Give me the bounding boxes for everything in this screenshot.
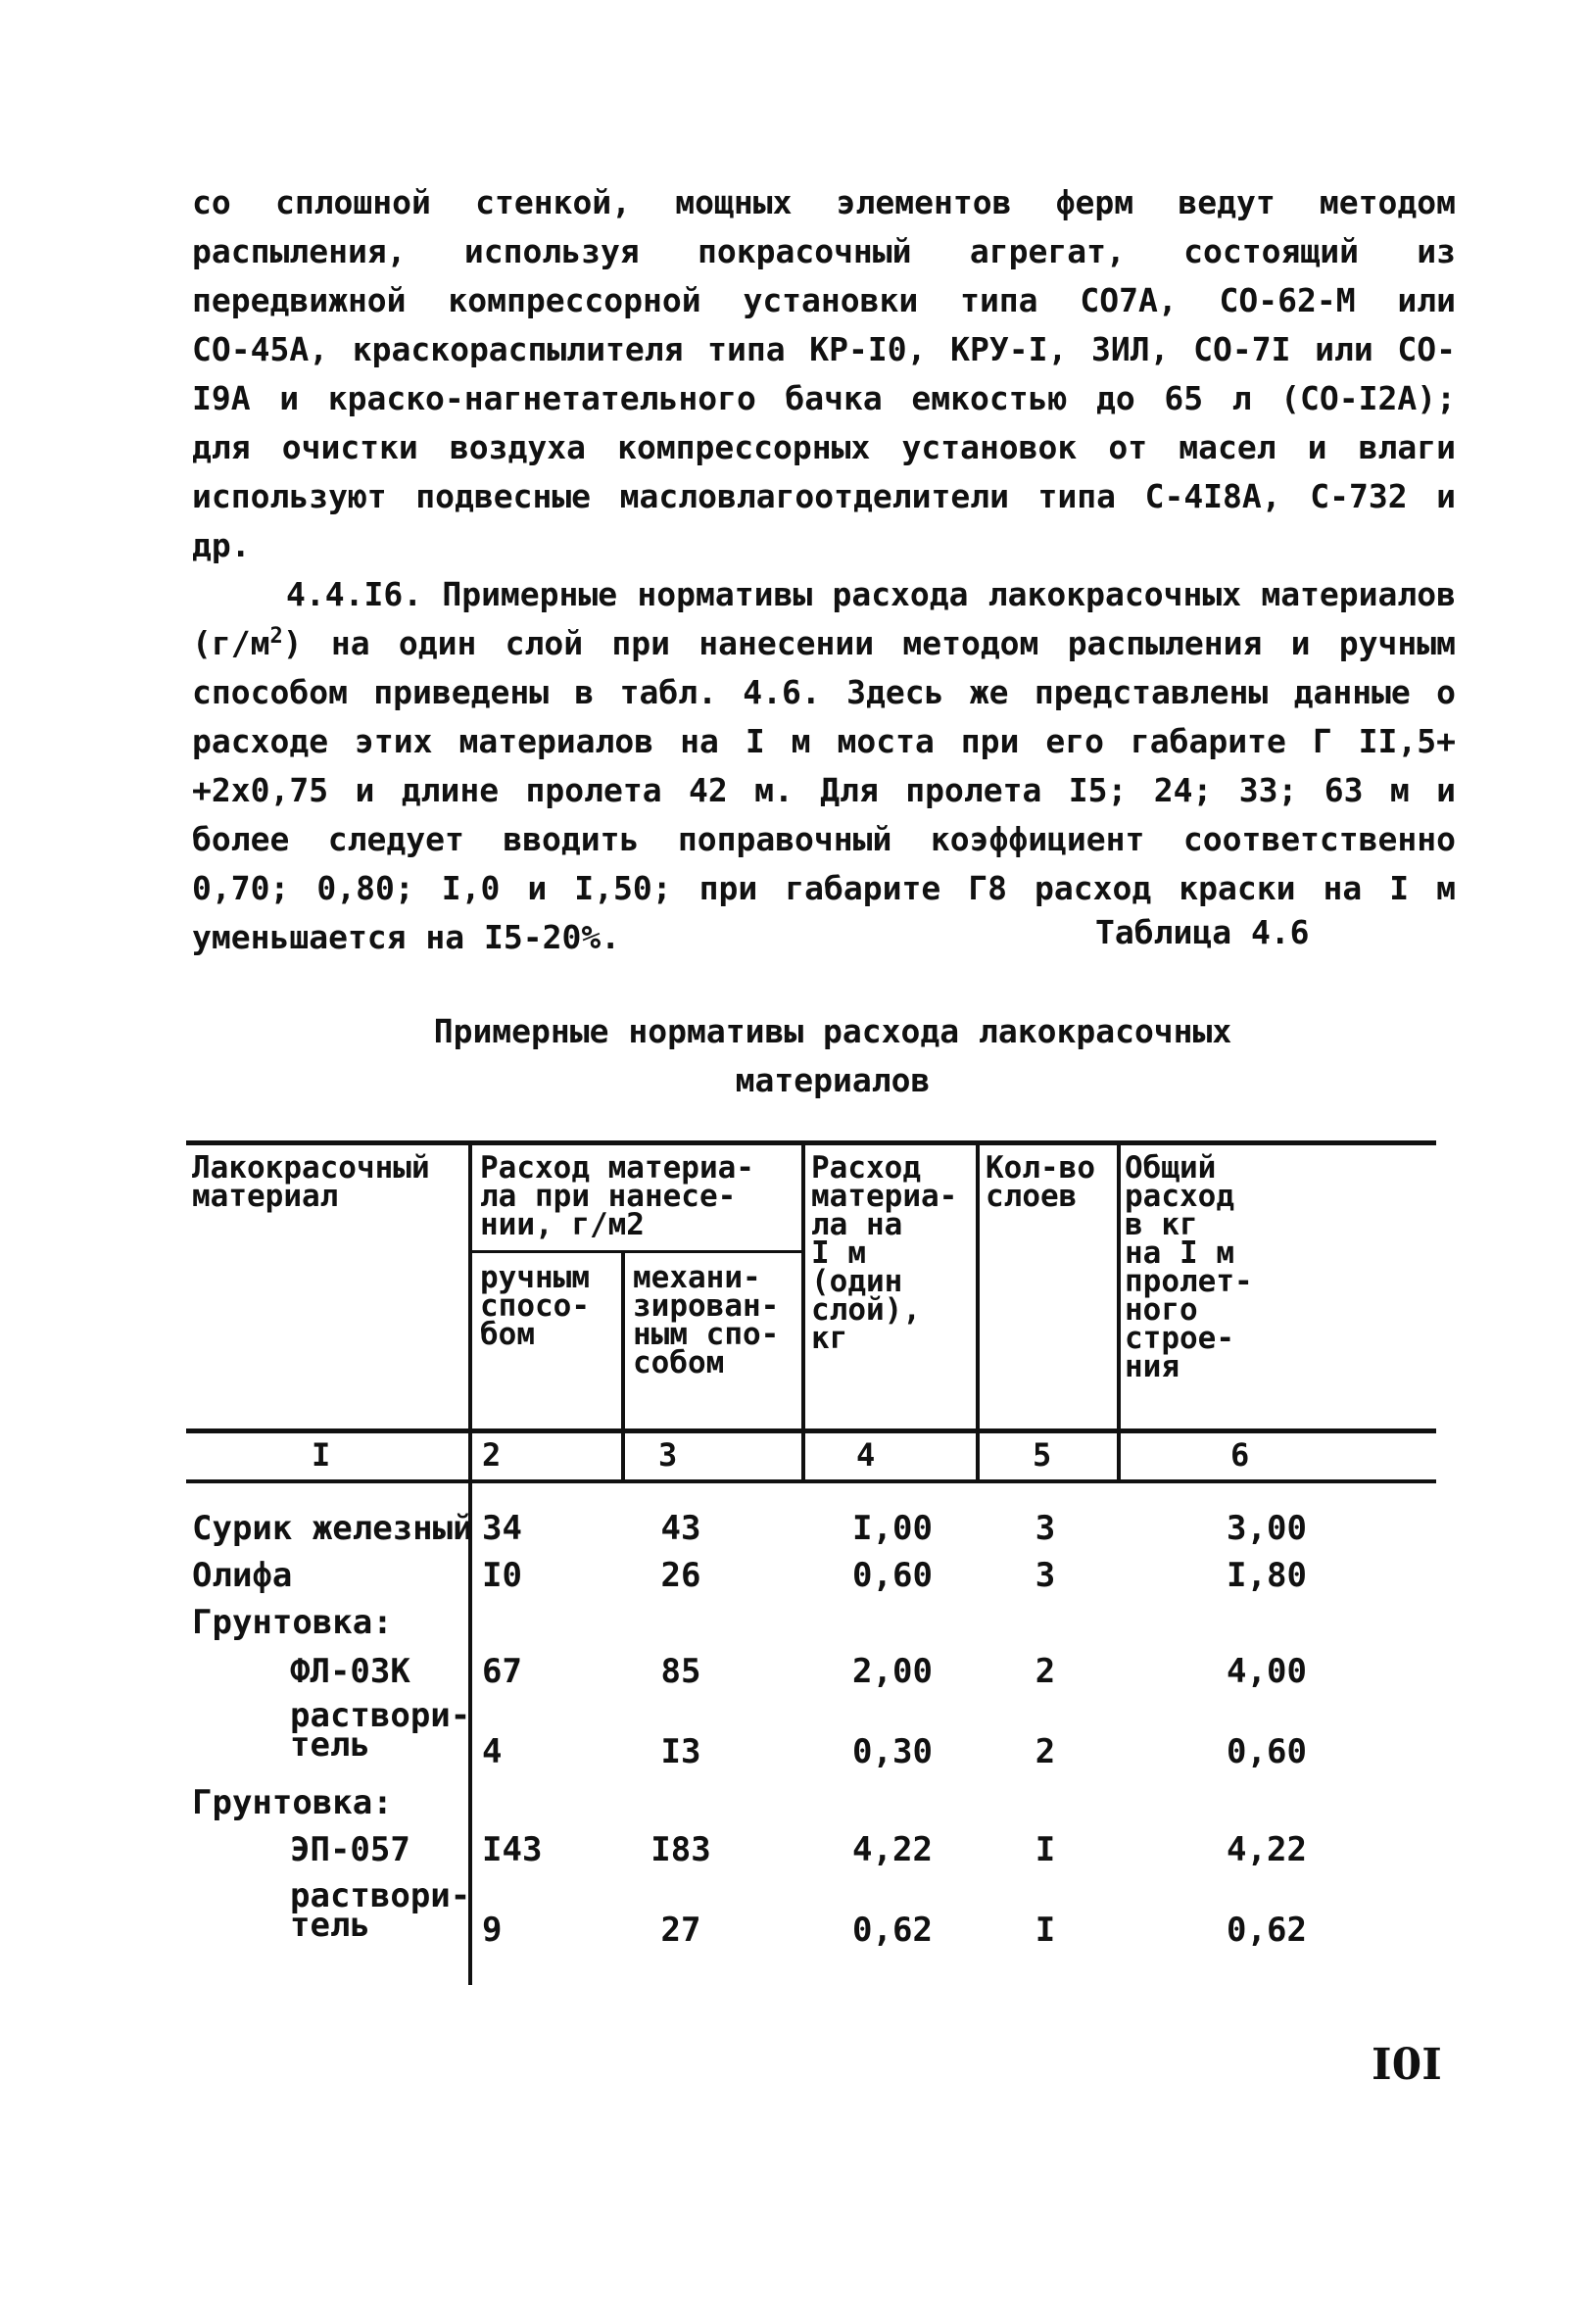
row-group-label: Грунтовка:	[192, 1603, 393, 1642]
vline-1	[468, 1140, 472, 1985]
row-total: 3,00	[1227, 1509, 1307, 1548]
row-layers: 3	[1035, 1556, 1056, 1595]
header-manual: ручным спосо- бом	[480, 1260, 590, 1352]
row-mechanized: I83	[650, 1830, 711, 1869]
row-manual: 67	[482, 1652, 522, 1691]
row-mechanized: 26	[660, 1556, 701, 1595]
row-layers: 2	[1035, 1652, 1056, 1691]
row-total: 0,60	[1227, 1732, 1307, 1771]
row-per-meter: I,00	[852, 1509, 933, 1548]
table-title: Примерные нормативы расхода лакокрасочных материалов	[433, 1012, 1232, 1099]
vline-3	[801, 1140, 805, 1481]
row-material: Олифа	[192, 1556, 293, 1595]
header-mechanized: механи- зирован- ным спо- собом	[633, 1260, 780, 1380]
column-number-6: 6	[1230, 1436, 1250, 1474]
row-mechanized: 27	[660, 1911, 701, 1950]
page-number: I0I	[1372, 2040, 1442, 2090]
vline-5	[1117, 1140, 1121, 1481]
row-manual: 9	[482, 1911, 503, 1950]
row-total: 4,00	[1227, 1652, 1307, 1691]
row-per-meter: 2,00	[852, 1652, 933, 1691]
paragraph-1-text: со сплошной стенкой, мощных элементов ферм ведут методом распыления, используя покрасочный агрегат, состоящий из передвижной компрессорной установки типа СО7А, СО-62-М или СО-45А, краскораспылителя типа КР-I0, КРУ-I, ЗИЛ, СО-7I или СО-I9А и краско-нагнетательного бачка емкостью до 65 л (СО-I2А); для очистки воздуха компрессорных установок от масел и влаги используют подвесные масловлагоотделители типа С-4I8А, С-732 и др.	[192, 183, 1456, 564]
paragraph-2-part-a: 4.4.I6. Примерные нормативы расхода лакокрасочных материалов (г/м	[192, 575, 1456, 662]
table-reference: Таблица 4.6	[1095, 913, 1310, 951]
row-material: раствори- тель	[290, 1876, 471, 1945]
subheader-rule	[472, 1250, 805, 1253]
column-number-3: 3	[658, 1436, 678, 1474]
row-per-meter: 0,60	[852, 1556, 933, 1595]
row-manual: I0	[482, 1556, 522, 1595]
row-material: ФЛ-03К	[290, 1652, 410, 1691]
row-mechanized: 43	[660, 1509, 701, 1548]
vline-4	[976, 1140, 980, 1481]
colnum-bottom-rule	[186, 1479, 1436, 1483]
vline-2	[621, 1252, 625, 1481]
row-layers: 3	[1035, 1509, 1056, 1548]
row-per-meter: 4,22	[852, 1830, 933, 1869]
header-per-meter: Расход материа- ла на I м (один слой), кг	[811, 1150, 958, 1356]
table-top-rule	[186, 1140, 1436, 1145]
row-material: ЭП-057	[290, 1830, 410, 1869]
row-total: 0,62	[1227, 1911, 1307, 1950]
row-layers: I	[1035, 1911, 1056, 1950]
header-layers: Кол-во слоев	[986, 1150, 1095, 1214]
row-mechanized: 85	[660, 1652, 701, 1691]
paragraph-2-part-b: ) на один слой при нанесении методом распыления и ручным способом приведены в табл. 4.6. Здесь же представлены данные о расходе этих материалов на I м моста при его габарите Г II,5+ +2х0,75 и длине пролета 42 м. Для пролета I5; 24; 33; 63 м и более следует вводить поправочный коэффициент соответственно 0,70; 0,80; I,0 и I,50; при габарите Г8 расход краски на I м уменьшается на I5-20%.	[192, 624, 1456, 956]
column-number-2: 2	[482, 1436, 502, 1474]
row-per-meter: 0,62	[852, 1911, 933, 1950]
row-layers: I	[1035, 1830, 1056, 1869]
row-total: 4,22	[1227, 1830, 1307, 1869]
row-mechanized: I3	[660, 1732, 701, 1771]
row-manual: 4	[482, 1732, 503, 1771]
header-material: Лакокрасочный материал	[192, 1150, 430, 1214]
row-material: раствори- тель	[290, 1696, 471, 1765]
row-manual: 34	[482, 1509, 522, 1548]
superscript-2: 2	[269, 624, 283, 649]
column-number-1: I	[312, 1436, 331, 1474]
column-number-5: 5	[1033, 1436, 1052, 1474]
header-consumption-group: Расход материа- ла при нанесе- нии, г/м2	[480, 1150, 754, 1242]
row-group-label: Грунтовка:	[192, 1783, 393, 1822]
row-layers: 2	[1035, 1732, 1056, 1771]
row-material: Сурик железный	[192, 1509, 473, 1548]
column-number-4: 4	[856, 1436, 876, 1474]
row-total: I,80	[1227, 1556, 1307, 1595]
header-total: Общий расход в кг на I м пролет- ного строе- ния	[1125, 1150, 1253, 1384]
row-per-meter: 0,30	[852, 1732, 933, 1771]
header-bottom-rule	[186, 1428, 1436, 1433]
row-manual: I43	[482, 1830, 543, 1869]
